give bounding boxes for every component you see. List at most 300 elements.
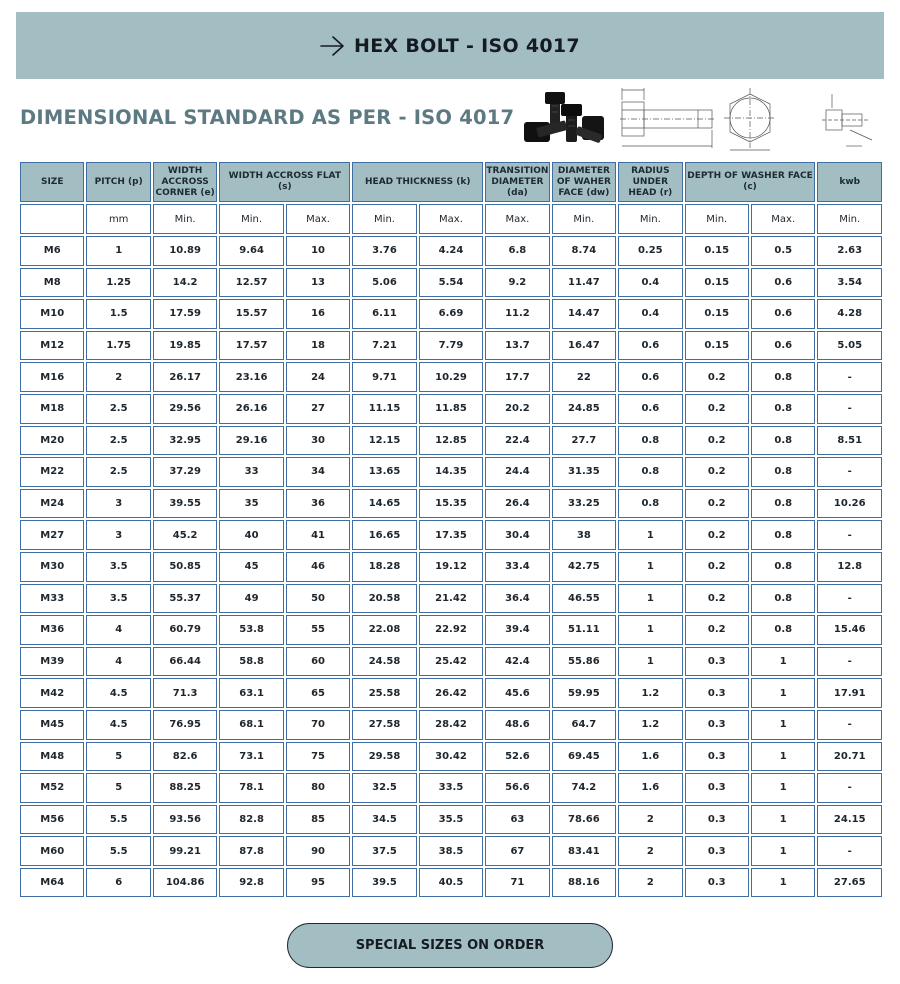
table-cell: 9.71 xyxy=(352,362,416,392)
table-cell: 0.3 xyxy=(685,647,749,677)
subheader-cell: Max. xyxy=(751,204,815,234)
table-cell: 0.3 xyxy=(685,742,749,772)
table-cell: 0.8 xyxy=(751,426,815,456)
table-cell: 11.85 xyxy=(419,394,483,424)
table-cell: 17.59 xyxy=(153,299,217,329)
size-cell: M16 xyxy=(20,362,84,392)
size-cell: M33 xyxy=(20,584,84,614)
table-cell: 1 xyxy=(751,742,815,772)
table-cell: 10.89 xyxy=(153,236,217,266)
table-cell: 0.5 xyxy=(751,236,815,266)
table-cell: 31.35 xyxy=(552,457,616,487)
table-cell: 1.6 xyxy=(618,773,682,803)
table-cell: 0.2 xyxy=(685,362,749,392)
table-cell: 6.69 xyxy=(419,299,483,329)
table-cell: 78.66 xyxy=(552,805,616,835)
table-cell: 11.15 xyxy=(352,394,416,424)
table-cell: 80 xyxy=(286,773,350,803)
table-cell: 49 xyxy=(219,584,283,614)
table-cell: 0.2 xyxy=(685,489,749,519)
table-cell: 33.5 xyxy=(419,773,483,803)
table-row xyxy=(20,552,882,582)
table-cell: 5.54 xyxy=(419,268,483,298)
table-cell: 27.7 xyxy=(552,426,616,456)
table-cell: 3.5 xyxy=(86,584,150,614)
table-cell: 0.6 xyxy=(618,362,682,392)
subheader-cell: Min. xyxy=(219,204,283,234)
table-cell: 60.79 xyxy=(153,615,217,645)
table-cell: 92.8 xyxy=(219,868,283,898)
table-row xyxy=(20,678,882,708)
page-title: HEX BOLT - ISO 4017 xyxy=(354,34,580,57)
size-cell: M27 xyxy=(20,520,84,550)
table-cell: 56.6 xyxy=(485,773,549,803)
table-cell: 0.2 xyxy=(685,426,749,456)
table-cell: 26.17 xyxy=(153,362,217,392)
table-cell: 33.25 xyxy=(552,489,616,519)
table-cell: 0.15 xyxy=(685,236,749,266)
table-row xyxy=(20,805,882,835)
table-cell: - xyxy=(817,710,882,740)
size-cell: M56 xyxy=(20,805,84,835)
table-row xyxy=(20,489,882,519)
table-cell: 74.2 xyxy=(552,773,616,803)
subheader-cell: Min. xyxy=(552,204,616,234)
header-transition-diameter: TRANSITION DIAMETER (da) xyxy=(485,162,549,202)
size-cell: M24 xyxy=(20,489,84,519)
table-cell: 104.86 xyxy=(153,868,217,898)
table-cell: 17.35 xyxy=(419,520,483,550)
table-cell: 9.2 xyxy=(485,268,549,298)
table-cell: 5.5 xyxy=(86,836,150,866)
table-cell: 5 xyxy=(86,773,150,803)
table-cell: 45.2 xyxy=(153,520,217,550)
table-cell: 18.28 xyxy=(352,552,416,582)
table-cell: 82.8 xyxy=(219,805,283,835)
table-body xyxy=(20,236,882,897)
size-cell: M10 xyxy=(20,299,84,329)
table-cell: - xyxy=(817,362,882,392)
table-cell: 1.5 xyxy=(86,299,150,329)
table-cell: 24.85 xyxy=(552,394,616,424)
table-cell: 46 xyxy=(286,552,350,582)
subheader-cell xyxy=(20,204,84,234)
size-cell: M22 xyxy=(20,457,84,487)
table-cell: 0.3 xyxy=(685,868,749,898)
table-cell: 0.8 xyxy=(618,426,682,456)
table-header-row xyxy=(20,162,882,202)
table-cell: 1 xyxy=(751,710,815,740)
table-cell: 24.58 xyxy=(352,647,416,677)
table-cell: 27 xyxy=(286,394,350,424)
table-cell: 0.6 xyxy=(618,394,682,424)
table-cell: 0.2 xyxy=(685,520,749,550)
table-cell: 53.8 xyxy=(219,615,283,645)
table-cell: 0.8 xyxy=(751,552,815,582)
table-cell: 33 xyxy=(219,457,283,487)
table-cell: 36 xyxy=(286,489,350,519)
table-cell: 60 xyxy=(286,647,350,677)
table-cell: 22.4 xyxy=(485,426,549,456)
table-cell: 14.2 xyxy=(153,268,217,298)
table-cell: 2 xyxy=(618,805,682,835)
table-cell: 14.65 xyxy=(352,489,416,519)
table-cell: 25.42 xyxy=(419,647,483,677)
table-cell: 34.5 xyxy=(352,805,416,835)
table-cell: 13 xyxy=(286,268,350,298)
table-cell: 87.8 xyxy=(219,836,283,866)
table-row xyxy=(20,615,882,645)
table-cell: 0.15 xyxy=(685,268,749,298)
table-cell: 16.65 xyxy=(352,520,416,550)
table-cell: 1 xyxy=(751,805,815,835)
table-cell: 75 xyxy=(286,742,350,772)
table-cell: 48.6 xyxy=(485,710,549,740)
table-cell: 63.1 xyxy=(219,678,283,708)
table-row xyxy=(20,268,882,298)
table-cell: 7.79 xyxy=(419,331,483,361)
table-cell: 0.8 xyxy=(618,457,682,487)
table-cell: 42.75 xyxy=(552,552,616,582)
table-cell: 20.58 xyxy=(352,584,416,614)
table-cell: 93.56 xyxy=(153,805,217,835)
table-cell: 1 xyxy=(751,773,815,803)
size-cell: M52 xyxy=(20,773,84,803)
table-cell: 26.16 xyxy=(219,394,283,424)
table-cell: 63 xyxy=(485,805,549,835)
table-cell: 2 xyxy=(618,836,682,866)
header-width-flat: WIDTH ACCROSS FLAT (s) xyxy=(219,162,350,202)
table-cell: 0.8 xyxy=(751,457,815,487)
table-cell: 29.16 xyxy=(219,426,283,456)
table-cell: 36.4 xyxy=(485,584,549,614)
table-row xyxy=(20,331,882,361)
table-cell: 27.58 xyxy=(352,710,416,740)
table-cell: 71 xyxy=(485,868,549,898)
dimension-table xyxy=(18,160,884,899)
table-cell: 45 xyxy=(219,552,283,582)
table-cell: 2.5 xyxy=(86,457,150,487)
table-cell: 73.1 xyxy=(219,742,283,772)
table-row xyxy=(20,426,882,456)
table-cell: 4.5 xyxy=(86,678,150,708)
table-row xyxy=(20,647,882,677)
table-cell: 2.5 xyxy=(86,426,150,456)
table-cell: 70 xyxy=(286,710,350,740)
size-cell: M36 xyxy=(20,615,84,645)
table-cell: - xyxy=(817,520,882,550)
size-cell: M60 xyxy=(20,836,84,866)
table-cell: 1 xyxy=(618,615,682,645)
table-cell: 38.5 xyxy=(419,836,483,866)
table-cell: 3 xyxy=(86,520,150,550)
table-cell: 25.58 xyxy=(352,678,416,708)
table-cell: 0.8 xyxy=(751,362,815,392)
table-cell: 0.8 xyxy=(618,489,682,519)
table-cell: 1 xyxy=(618,584,682,614)
table-cell: 2.5 xyxy=(86,394,150,424)
table-cell: 24.4 xyxy=(485,457,549,487)
table-cell: 29.58 xyxy=(352,742,416,772)
table-row xyxy=(20,520,882,550)
table-cell: 99.21 xyxy=(153,836,217,866)
table-cell: 55 xyxy=(286,615,350,645)
header-kwb: kwb xyxy=(817,162,882,202)
table-cell: 39.55 xyxy=(153,489,217,519)
table-cell: 13.65 xyxy=(352,457,416,487)
table-cell: 34 xyxy=(286,457,350,487)
table-cell: 82.6 xyxy=(153,742,217,772)
table-cell: 6 xyxy=(86,868,150,898)
table-cell: 11.47 xyxy=(552,268,616,298)
table-subheader-row xyxy=(20,204,882,234)
table-cell: 30.4 xyxy=(485,520,549,550)
table-cell: 0.6 xyxy=(751,331,815,361)
table-cell: 50 xyxy=(286,584,350,614)
table-cell: 46.55 xyxy=(552,584,616,614)
table-cell: 4.5 xyxy=(86,710,150,740)
table-cell: 14.47 xyxy=(552,299,616,329)
table-cell: 41 xyxy=(286,520,350,550)
table-cell: 1 xyxy=(618,647,682,677)
table-cell: 0.6 xyxy=(751,299,815,329)
table-cell: 17.7 xyxy=(485,362,549,392)
table-row xyxy=(20,457,882,487)
table-row xyxy=(20,773,882,803)
size-cell: M18 xyxy=(20,394,84,424)
table-cell: 0.15 xyxy=(685,299,749,329)
table-cell: 30.42 xyxy=(419,742,483,772)
table-cell: 3.54 xyxy=(817,268,882,298)
table-cell: 10.26 xyxy=(817,489,882,519)
table-row xyxy=(20,236,882,266)
table-cell: 29.56 xyxy=(153,394,217,424)
subheader-cell: Min. xyxy=(817,204,882,234)
table-row xyxy=(20,836,882,866)
table-cell: 21.42 xyxy=(419,584,483,614)
header-washer-diameter: DIAMETER OF WAHER FACE (dw) xyxy=(552,162,616,202)
table-cell: 85 xyxy=(286,805,350,835)
table-cell: - xyxy=(817,773,882,803)
table-cell: 42.4 xyxy=(485,647,549,677)
table-cell: 28.42 xyxy=(419,710,483,740)
table-cell: 1 xyxy=(751,868,815,898)
table-cell: 30 xyxy=(286,426,350,456)
table-cell: 0.2 xyxy=(685,615,749,645)
subheader-cell: Max. xyxy=(286,204,350,234)
table-cell: 13.7 xyxy=(485,331,549,361)
table-cell: 17.91 xyxy=(817,678,882,708)
table-cell: - xyxy=(817,584,882,614)
size-cell: M30 xyxy=(20,552,84,582)
table-cell: 0.3 xyxy=(685,836,749,866)
subheader-cell: Max. xyxy=(419,204,483,234)
table-cell: 3.76 xyxy=(352,236,416,266)
table-cell: 8.51 xyxy=(817,426,882,456)
table-cell: 20.71 xyxy=(817,742,882,772)
table-cell: 37.5 xyxy=(352,836,416,866)
table-cell: 2 xyxy=(86,362,150,392)
table-cell: 12.57 xyxy=(219,268,283,298)
table-cell: 35.5 xyxy=(419,805,483,835)
subheader-cell: mm xyxy=(86,204,150,234)
table-cell: 26.4 xyxy=(485,489,549,519)
table-cell: 1 xyxy=(751,647,815,677)
table-cell: 35 xyxy=(219,489,283,519)
size-cell: M64 xyxy=(20,868,84,898)
table-cell: 0.3 xyxy=(685,805,749,835)
table-cell: 5.5 xyxy=(86,805,150,835)
header-head-thickness: HEAD THICKNESS (k) xyxy=(352,162,483,202)
table-cell: 6.11 xyxy=(352,299,416,329)
header-pitch: PITCH (p) xyxy=(86,162,150,202)
size-cell: M6 xyxy=(20,236,84,266)
table-cell: 0.8 xyxy=(751,489,815,519)
table-cell: 1 xyxy=(618,520,682,550)
table-cell: - xyxy=(817,836,882,866)
table-cell: 8.74 xyxy=(552,236,616,266)
table-cell: 4 xyxy=(86,647,150,677)
table-cell: 12.15 xyxy=(352,426,416,456)
table-cell: 95 xyxy=(286,868,350,898)
table-cell: 22.92 xyxy=(419,615,483,645)
table-cell: 39.4 xyxy=(485,615,549,645)
table-cell: 18 xyxy=(286,331,350,361)
table-cell: 0.8 xyxy=(751,520,815,550)
table-cell: 0.2 xyxy=(685,394,749,424)
header-washer-depth: DEPTH OF WASHER FACE (c) xyxy=(685,162,816,202)
table-cell: 14.35 xyxy=(419,457,483,487)
table-cell: - xyxy=(817,394,882,424)
table-cell: 2.63 xyxy=(817,236,882,266)
table-cell: 58.8 xyxy=(219,647,283,677)
table-cell: 0.15 xyxy=(685,331,749,361)
bolts-photo xyxy=(516,86,616,152)
table-row xyxy=(20,710,882,740)
header-size: SIZE xyxy=(20,162,84,202)
table-cell: 16.47 xyxy=(552,331,616,361)
table-cell: 0.8 xyxy=(751,394,815,424)
table-cell: 0.25 xyxy=(618,236,682,266)
subheader-cell: Min. xyxy=(153,204,217,234)
table-cell: 0.4 xyxy=(618,299,682,329)
table-cell: 4.28 xyxy=(817,299,882,329)
table-cell: 1 xyxy=(86,236,150,266)
table-cell: 38 xyxy=(552,520,616,550)
table-cell: 0.2 xyxy=(685,457,749,487)
table-cell: 23.16 xyxy=(219,362,283,392)
table-cell: - xyxy=(817,457,882,487)
table-cell: 40 xyxy=(219,520,283,550)
table-cell: 0.4 xyxy=(618,268,682,298)
table-cell: 16 xyxy=(286,299,350,329)
subheader-cell: Max. xyxy=(485,204,549,234)
table-cell: 0.3 xyxy=(685,710,749,740)
table-cell: 0.8 xyxy=(751,584,815,614)
size-cell: M48 xyxy=(20,742,84,772)
table-cell: 76.95 xyxy=(153,710,217,740)
table-cell: 27.65 xyxy=(817,868,882,898)
size-cell: M8 xyxy=(20,268,84,298)
table-cell: 88.25 xyxy=(153,773,217,803)
table-cell: 20.2 xyxy=(485,394,549,424)
table-cell: 71.3 xyxy=(153,678,217,708)
table-cell: 15.46 xyxy=(817,615,882,645)
table-cell: 0.6 xyxy=(751,268,815,298)
table-cell: 19.85 xyxy=(153,331,217,361)
table-cell: 26.42 xyxy=(419,678,483,708)
table-cell: 32.5 xyxy=(352,773,416,803)
table-cell: 2 xyxy=(618,868,682,898)
table-cell: 66.44 xyxy=(153,647,217,677)
subheader-cell: Min. xyxy=(352,204,416,234)
table-cell: 7.21 xyxy=(352,331,416,361)
table-cell: 32.95 xyxy=(153,426,217,456)
table-cell: 0.3 xyxy=(685,678,749,708)
table-cell: 24.15 xyxy=(817,805,882,835)
technical-drawing xyxy=(618,80,884,156)
size-cell: M45 xyxy=(20,710,84,740)
table-cell: 1 xyxy=(751,678,815,708)
size-cell: M20 xyxy=(20,426,84,456)
table-cell: 6.8 xyxy=(485,236,549,266)
special-sizes-button[interactable]: SPECIAL SIZES ON ORDER xyxy=(287,923,613,968)
table-cell: 1.2 xyxy=(618,710,682,740)
table-cell: 1.6 xyxy=(618,742,682,772)
header-width-corner: WIDTH ACCROSS CORNER (e) xyxy=(153,162,217,202)
table-cell: 0.6 xyxy=(618,331,682,361)
table-cell: 78.1 xyxy=(219,773,283,803)
table-row xyxy=(20,742,882,772)
table-row xyxy=(20,584,882,614)
table-cell: 9.64 xyxy=(219,236,283,266)
table-cell: 5.05 xyxy=(817,331,882,361)
arrow-right-icon xyxy=(320,35,346,57)
table-cell: 5.06 xyxy=(352,268,416,298)
table-cell: 50.85 xyxy=(153,552,217,582)
table-cell: 1 xyxy=(751,836,815,866)
table-cell: 19.12 xyxy=(419,552,483,582)
table-cell: 59.95 xyxy=(552,678,616,708)
table-cell: 55.37 xyxy=(153,584,217,614)
table-cell: 1.25 xyxy=(86,268,150,298)
table-cell: 10.29 xyxy=(419,362,483,392)
subheader-cell: Min. xyxy=(618,204,682,234)
table-cell: 39.5 xyxy=(352,868,416,898)
header-radius: RADIUS UNDER HEAD (r) xyxy=(618,162,682,202)
table-cell: 64.7 xyxy=(552,710,616,740)
table-cell: 65 xyxy=(286,678,350,708)
table-cell: 40.5 xyxy=(419,868,483,898)
table-cell: 69.45 xyxy=(552,742,616,772)
table-row xyxy=(20,868,882,898)
table-cell: 0.8 xyxy=(751,615,815,645)
table-cell: 15.35 xyxy=(419,489,483,519)
table-cell: 4.24 xyxy=(419,236,483,266)
table-cell: 88.16 xyxy=(552,868,616,898)
table-cell: 3 xyxy=(86,489,150,519)
table-cell: 0.2 xyxy=(685,584,749,614)
table-cell: 12.85 xyxy=(419,426,483,456)
table-cell: 15.57 xyxy=(219,299,283,329)
size-cell: M12 xyxy=(20,331,84,361)
size-cell: M42 xyxy=(20,678,84,708)
table-cell: 67 xyxy=(485,836,549,866)
subheader-cell: Min. xyxy=(685,204,749,234)
table-cell: 24 xyxy=(286,362,350,392)
table-cell: 45.6 xyxy=(485,678,549,708)
table-cell: 51.11 xyxy=(552,615,616,645)
